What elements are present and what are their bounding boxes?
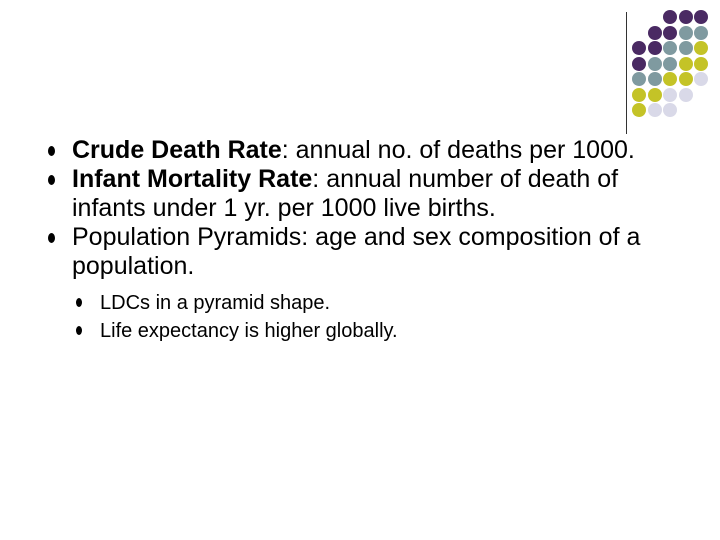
sub-bullet-text: LDCs in a pyramid shape. xyxy=(100,292,331,314)
sub-bullet-icon xyxy=(76,326,82,335)
definition: : annual no. of deaths per 1000. xyxy=(281,136,635,164)
decorative-dot xyxy=(679,10,693,24)
bullet-icon xyxy=(48,146,55,156)
decorative-dot xyxy=(632,103,646,117)
decorative-dot xyxy=(694,10,708,24)
bullet-item-population-pyramids xyxy=(46,223,686,345)
definition: Population Pyramids: age and sex composition of a population. xyxy=(72,223,641,280)
definition: : annual number of death of infants under 1 yr. per 1000 live births. xyxy=(72,165,619,222)
bullet-list xyxy=(46,136,686,345)
decorative-dot xyxy=(663,41,677,55)
decorative-dot xyxy=(632,57,646,71)
bullet-item-crude-death-rate xyxy=(46,136,686,165)
sub-bullet-list xyxy=(74,289,686,345)
bullet-icon xyxy=(48,233,55,243)
decorative-dot xyxy=(648,57,662,71)
decorative-dot xyxy=(663,26,677,40)
decorative-dot xyxy=(663,103,677,117)
decorative-dot-grid xyxy=(0,0,720,130)
decorative-dot xyxy=(663,57,677,71)
decorative-dot xyxy=(648,88,662,102)
decorative-dot xyxy=(632,88,646,102)
decorative-dot xyxy=(648,103,662,117)
decorative-dot xyxy=(679,41,693,55)
decorative-dot xyxy=(663,10,677,24)
bullet-item-infant-mortality-rate xyxy=(46,165,686,223)
decorative-dot xyxy=(694,26,708,40)
decorative-dot xyxy=(694,57,708,71)
term: Crude Death Rate xyxy=(72,136,282,164)
decorative-dot xyxy=(632,72,646,86)
sub-bullet-item xyxy=(74,289,686,317)
decorative-dot xyxy=(679,72,693,86)
sub-bullet-item xyxy=(74,317,686,345)
sub-bullet-icon xyxy=(76,298,82,307)
slide-content xyxy=(46,136,686,345)
decorative-dot xyxy=(679,57,693,71)
decorative-dot xyxy=(663,72,677,86)
term: Infant Mortality Rate xyxy=(72,165,313,193)
decorative-dot xyxy=(694,41,708,55)
sub-bullet-text: Life expectancy is higher globally. xyxy=(100,320,398,342)
decorative-dot xyxy=(648,72,662,86)
decorative-dot xyxy=(679,26,693,40)
decorative-dot xyxy=(648,41,662,55)
decorative-dot xyxy=(648,26,662,40)
decorative-dot xyxy=(694,72,708,86)
decorative-dot xyxy=(663,88,677,102)
bullet-icon xyxy=(48,175,55,185)
decorative-dot xyxy=(679,88,693,102)
decorative-dot xyxy=(632,41,646,55)
